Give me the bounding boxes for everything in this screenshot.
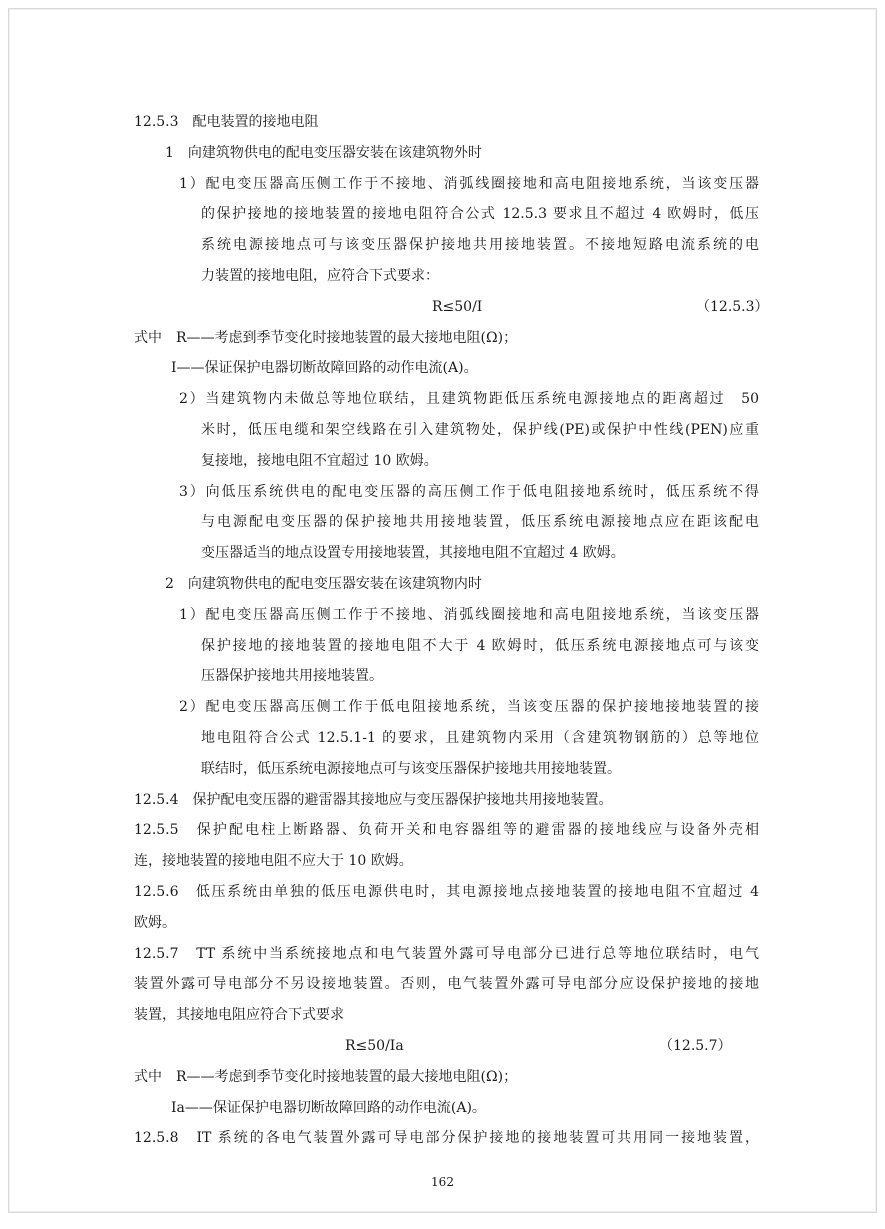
paragraph-line: 压器保护接地共用接地装置。	[201, 668, 383, 685]
paragraph-line: 米时，低压电缆和架空线路在引入建筑物处，保护线(PE)或保护中性线(PEN)应重	[201, 421, 759, 438]
clause-2-heading: 2 向建筑物供电的配电变压器安装在该建筑物内时	[165, 575, 482, 592]
paragraph-line: 连，接地装置的接地电阻不应大于 10 欧姆。	[134, 853, 413, 870]
paragraph-line: 与电源配电变压器的保护接地共用接地装置，低压系统电源接地点应在距该配电	[201, 514, 759, 531]
symbol-definition: Ia——保证保护电器切断故障回路的动作电流(A)。	[171, 1099, 486, 1116]
paragraph-line: 2）配电变压器高压侧工作于低电阻接地系统，当该变压器的保护接地接地装置的接	[179, 699, 759, 716]
paragraph-line: 力装置的接地电阻，应符合下式要求：	[201, 267, 439, 284]
paragraph-line: 12.5.6 低压系统由单独的低压电源供电时，其电源接地点接地装置的接地电阻不宜超过 4	[134, 883, 759, 900]
page-number: 162	[431, 1175, 454, 1189]
paragraph-line: 系统电源接地点可与该变压器保护接地共用接地装置。不接地短路电流系统的电	[201, 237, 759, 254]
page-body	[134, 107, 769, 1154]
paragraph-line: 12.5.7 TT 系统中当系统接地点和电气装置外露可导电部分已进行总等地位联结时，电气	[134, 945, 759, 962]
clause-1-heading: 1 向建筑物供电的配电变压器安装在该建筑物外时	[165, 144, 482, 161]
paragraph-line: 欧姆。	[134, 914, 176, 931]
paragraph-line: 装置外露可导电部分不另设接地装置。否则，电气装置外露可导电部分应设保护接地的接地	[134, 976, 759, 993]
section-heading: 12.5.4 保护配电变压器的避雷器其接地应与变压器保护接地共用接地装置。	[134, 791, 613, 808]
symbol-definition: I——保证保护电器切断故障回路的动作电流(A)。	[171, 360, 478, 377]
paragraph-line: 12.5.8 IT 系统的各电气装置外露可导电部分保护接地的接地装置可共用同一接地装置，	[134, 1130, 759, 1147]
formula-12-5-7	[134, 1031, 759, 1062]
paragraph-line: 保护接地的接地装置的接地电阻不大于 4 欧姆时，低压系统电源接地点可与该变	[201, 637, 759, 654]
formula-number: （12.5.3）	[696, 298, 769, 315]
paragraph-line: 装置，其接地电阻应符合下式要求	[134, 1007, 344, 1024]
paragraph-line: 联结时，低压系统电源接地点可与该变压器保护接地共用接地装置。	[201, 760, 621, 777]
formula-12-5-3	[134, 292, 769, 323]
paragraph-line: 2）当建筑物内未做总等地位联结，且建筑物距低压系统电源接地点的距离超过 50	[179, 391, 759, 408]
symbol-definition: 式中 R——考虑到季节变化时接地装置的最大接地电阻(Ω)；	[134, 329, 518, 346]
formula-number: （12.5.7）	[659, 1037, 732, 1054]
paragraph-line: 变压器适当的地点设置专用接地装置，其接地电阻不宜超过 4 欧姆。	[201, 545, 625, 562]
symbol-definition: 式中 R——考虑到季节变化时接地装置的最大接地电阻(Ω)；	[134, 1068, 518, 1085]
paragraph-line: 1）配电变压器高压侧工作于不接地、消弧线圈接地和高电阻接地系统，当该变压器	[179, 175, 759, 192]
document-page	[8, 8, 877, 1213]
paragraph-line: 地电阻符合公式 12.5.1-1 的要求，且建筑物内采用（含建筑物钢筋的）总等地位	[201, 729, 759, 746]
paragraph-line: 3）向低压系统供电的配电变压器的高压侧工作于低电阻接地系统时，低压系统不得	[179, 483, 759, 500]
formula-expression: R≤50/Ia	[345, 1037, 404, 1054]
paragraph-line: 12.5.5 保护配电柱上断路器、负荷开关和电容器组等的避雷器的接地线应与设备外壳相	[134, 822, 759, 839]
formula-expression: R≤50/I	[432, 298, 483, 315]
paragraph-line: 复接地，接地电阻不宜超过 10 欧姆。	[201, 452, 438, 469]
paragraph-line: 的保护接地的接地装置的接地电阻符合公式 12.5.3 要求且不超过 4 欧姆时，低压	[201, 206, 759, 223]
paragraph-line: 1）配电变压器高压侧工作于不接地、消弧线圈接地和高电阻接地系统，当该变压器	[179, 606, 759, 623]
section-heading: 12.5.3 配电装置的接地电阻	[134, 114, 319, 130]
